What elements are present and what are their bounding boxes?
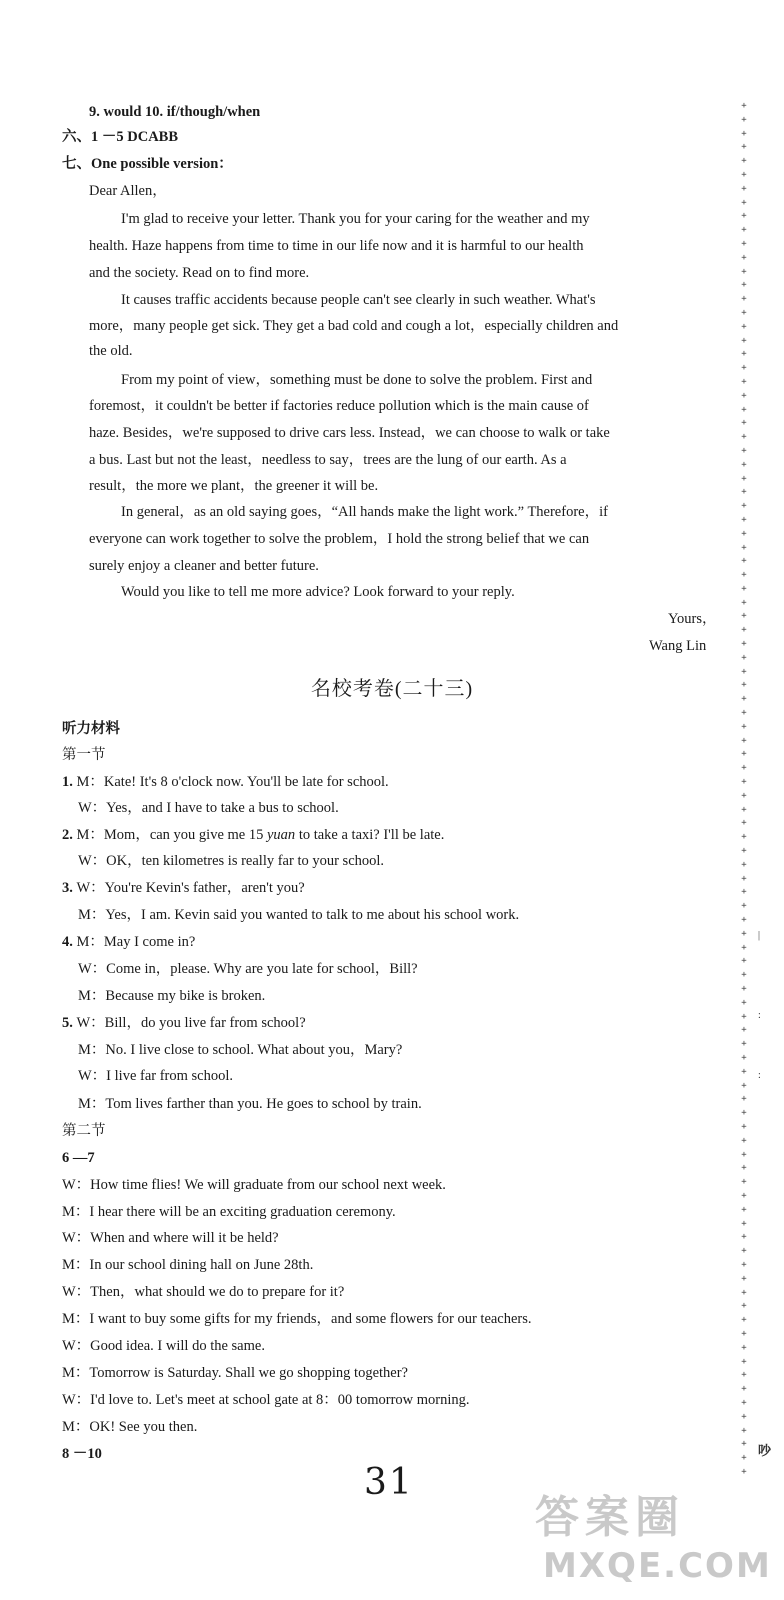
dialogue-line: M：Because my bike is broken.: [78, 988, 266, 1004]
letter-line: and the society. Read on to find more.: [89, 265, 310, 281]
margin-mark: |: [758, 930, 761, 941]
dialogue-text: W：You're Kevin's father，aren't you?: [76, 880, 305, 896]
letter-line: the old.: [89, 343, 133, 359]
conversation-line: W：When and where will it be held?: [62, 1230, 279, 1246]
watermark-logo: [535, 1490, 772, 1586]
dotted-cut-line: + + + + + + + + + + + + + + + + + + + + + + + + + + + + + + + + + + + + + + + + + + + + + + + + + + + + + + + + + + + + + + + + + + + + + + + + + + + + + + + + + + + + + + + + + + + + + + + + + + + +: [741, 101, 747, 1477]
letter-signature: Wang Lin: [649, 638, 707, 654]
dialogue-line: W：Come in，please. Why are you late for school，Bill?: [78, 961, 418, 977]
margin-mark: 吵: [758, 1443, 772, 1458]
item-range-6-7: 6 —7: [62, 1150, 95, 1166]
dialogue-text: M：May I come in?: [76, 934, 196, 950]
answer-section-6: 六、1 －5 DCABB: [62, 129, 179, 145]
letter-line: more，many people get sick. They get a bad cold and cough a lot，especially children and: [89, 318, 619, 334]
letter-closing: Yours，: [668, 611, 717, 627]
handwritten-page-number: 31: [364, 1462, 414, 1503]
letter-line: surely enjoy a cleaner and better future.: [89, 558, 319, 574]
conversation-line: M：In our school dining hall on June 28th.: [62, 1257, 314, 1273]
letter-line: everyone can work together to solve the problem，I hold the strong belief that we can: [89, 531, 590, 547]
dialogue-line: [62, 825, 444, 845]
conversation-line: W：Good idea. I will do the same.: [62, 1338, 265, 1354]
section-one-heading: 第一节: [62, 747, 106, 763]
conversation-line: M：OK! See you then.: [62, 1419, 198, 1435]
listening-heading: 听力材料: [62, 721, 120, 737]
dialogue-line: [62, 932, 195, 952]
dialogue-line: W：OK，ten kilometres is really far to your school.: [78, 853, 385, 869]
margin-mark: :: [758, 1070, 761, 1081]
dialogue-line: [62, 772, 389, 792]
dialogue-line: M：Yes，I am. Kevin said you wanted to talk to me about his school work.: [78, 907, 520, 923]
letter-line: result，the more we plant，the greener it will be.: [89, 478, 379, 494]
letter-line: It causes traffic accidents because people can't see clearly in such weather. What's: [121, 292, 596, 308]
dialogue-line: W：I live far from school.: [78, 1068, 234, 1084]
item-number: 1.: [62, 774, 77, 790]
watermark-top: 答案圈: [535, 1492, 685, 1543]
item-number: 5.: [62, 1015, 77, 1031]
letter-line: a bus. Last but not the least，needless to say，trees are the lung of our earth. As a: [89, 452, 567, 468]
dialogue-line: M：No. I live close to school. What about you，Mary?: [78, 1042, 403, 1058]
item-number: 4.: [62, 934, 77, 950]
item-number: 3.: [62, 880, 77, 896]
conversation-line: M：I hear there will be an exciting graduation ceremony.: [62, 1204, 396, 1220]
letter-line: haze. Besides，we're supposed to drive cars less. Instead，we can choose to walk or take: [89, 425, 610, 441]
letter-line: Would you like to tell me more advice? Look forward to your reply.: [121, 584, 515, 600]
dialogue-text: M：Mom，can you give me 15: [76, 827, 267, 843]
dialogue-line: [62, 878, 305, 898]
margin-mark: :: [758, 1010, 761, 1021]
answer-section-7-heading: 七、One possible version：: [62, 156, 233, 172]
letter-greeting: Dear Allen，: [89, 183, 167, 199]
conversation-line: W：Then，what should we do to prepare for it?: [62, 1284, 345, 1300]
answer-line-9-10: 9. would 10. if/though/when: [89, 104, 261, 120]
letter-line: In general，as an old saying goes，“All hands make the light work.” Therefore，if: [121, 504, 608, 520]
dialogue-line: [62, 1013, 306, 1033]
dialogue-line: W：Yes，and I have to take a bus to school.: [78, 800, 339, 816]
dialogue-line: M：Tom lives farther than you. He goes to school by train.: [78, 1096, 422, 1112]
letter-line: From my point of view，something must be done to solve the problem. First and: [121, 372, 593, 388]
dialogue-italic: yuan: [267, 827, 296, 843]
conversation-line: W：How time flies! We will graduate from our school next week.: [62, 1177, 446, 1193]
dialogue-text: M：Kate! It's 8 o'clock now. You'll be late for school.: [76, 774, 389, 790]
item-number: 2.: [62, 827, 77, 843]
dialogue-text: W：Bill，do you live far from school?: [76, 1015, 306, 1031]
section-two-heading: 第二节: [62, 1123, 106, 1139]
letter-line: I'm glad to receive your letter. Thank you for your caring for the weather and my: [121, 211, 590, 227]
conversation-line: M：I want to buy some gifts for my friends，and some flowers for our teachers.: [62, 1311, 532, 1327]
conversation-line: M：Tomorrow is Saturday. Shall we go shopping together?: [62, 1365, 408, 1381]
conversation-line: W：I'd love to. Let's meet at school gate at 8：00 tomorrow morning.: [62, 1392, 470, 1408]
item-range-8-10: 8 －10: [62, 1446, 102, 1462]
dialogue-text: to take a taxi? I'll be late.: [295, 827, 445, 843]
letter-line: health. Haze happens from time to time in our life now and it is harmful to our health: [89, 238, 584, 254]
letter-line: foremost，it couldn't be better if factories reduce pollution which is the main cause of: [89, 398, 589, 414]
exam-title: 名校考卷(二十三): [310, 678, 474, 700]
watermark-bottom: MXQE.COM: [543, 1546, 772, 1586]
